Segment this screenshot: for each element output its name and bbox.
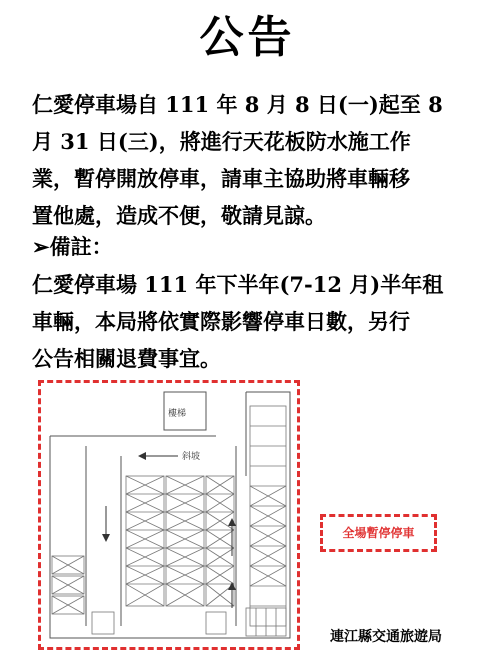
drive-arrowhead-up-lower	[228, 582, 236, 590]
announcement-line: 置他處，造成不便，敬請見諒。	[32, 203, 326, 228]
closure-notice-label: 全場暫停停車	[320, 514, 437, 552]
announcement-line: 業，暫停開放停車，請車主協助將車輛移	[32, 166, 410, 191]
announcement-line: 月 31 日(三)，將進行天花板防水施工作	[32, 129, 411, 154]
announcement-line: 仁愛停車場自 111 年 8 月 8 日(一)起至 8	[32, 92, 443, 117]
drive-arrowhead-down	[102, 534, 110, 542]
remark-line: 公告相關退費事宜。	[32, 346, 221, 371]
remark-body	[32, 266, 472, 377]
ramp-label: 斜坡	[182, 452, 201, 462]
stall-block-middle	[126, 476, 234, 606]
note-heading	[32, 228, 472, 265]
announcement-body	[32, 86, 472, 234]
note-label: 備註：	[49, 234, 113, 259]
stall-block-left	[52, 556, 84, 614]
remark-line: 仁愛停車場 111 年下半年(7-12 月)半年租	[32, 272, 444, 297]
arrow-bullet-icon: ➢	[32, 234, 50, 259]
stairs-label: 樓梯	[168, 409, 187, 419]
remark-line: 車輛，本局將依實際影響停車日數，另行	[32, 309, 410, 334]
page-title: 公告	[199, 12, 296, 63]
drive-arrowhead-up	[228, 518, 236, 526]
ramp-arrowhead	[138, 452, 146, 460]
parking-floor-plan	[46, 386, 294, 644]
stall-block-right	[250, 406, 286, 626]
issuing-agency: 連江縣交通旅遊局	[330, 629, 442, 645]
